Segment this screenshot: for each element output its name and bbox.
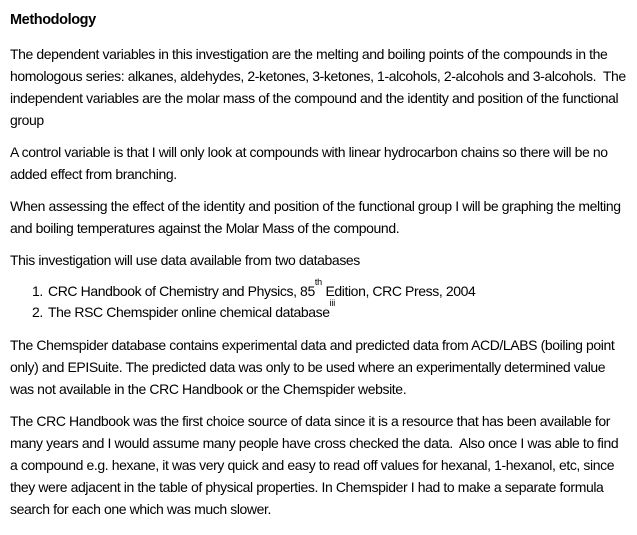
endnote-reference-superscript: iii — [329, 298, 336, 309]
list-number: 1. — [32, 283, 43, 299]
heading-methodology: Methodology — [10, 12, 96, 28]
paragraph-graphing: When assessing the effect of the identity and position of the functional group I will be graphing the melting and boiling temperatures against the Molar Mass of the compound. — [10, 198, 625, 236]
paragraph-dependent-variables: The dependent variables in this investigation are the melting and boiling points of the compounds in the homologous series: alkanes, aldehydes, 2-ketones, 3-ketones, 1-alcohols, 2-alcohols and 3-alcohols. The independent variables are the molar mass of the compound and the identity and position of the functional group — [10, 46, 630, 128]
ordinal-superscript: th — [314, 277, 322, 288]
paragraph-crc-first-choice: The CRC Handbook was the first choice source of data since it is a resource that has been available for many years and I would assume many people have cross checked the data. Also once I was able to find a compound e.g. hexane, it was very quick and easy to read off values for hexanal, 1-hexanol, etc, since they were adjacent in the table of physical properties. In Chemspider I had to make a separate formula search for each one which was much slower. — [10, 413, 622, 517]
list-number: 2. — [32, 304, 43, 320]
paragraph-chemspider-details: The Chemspider database contains experimental data and predicted data from ACD/LABS (boiling point only) and EPISuite. The predicted data was only to be used where an experimentally determined value was not available in the CRC Handbook or the Chemspider website. — [10, 337, 618, 397]
list-item-text — [48, 298, 628, 323]
list-item-text-pre: The RSC Chemspider online chemical database — [48, 304, 330, 320]
list-item-text — [48, 277, 628, 302]
paragraph-databases-intro: This investigation will use data available from two databases — [10, 252, 360, 268]
database-source-list — [10, 277, 628, 323]
list-item-chemspider — [32, 298, 628, 323]
list-item-text-pre: CRC Handbook of Chemistry and Physics, 85 — [48, 283, 315, 299]
paragraph-control-variable: A control variable is that I will only look at compounds with linear hydrocarbon chains so there will be no added effect from branching. — [10, 144, 612, 182]
list-item-text-post: Edition, CRC Press, 2004 — [321, 283, 476, 299]
